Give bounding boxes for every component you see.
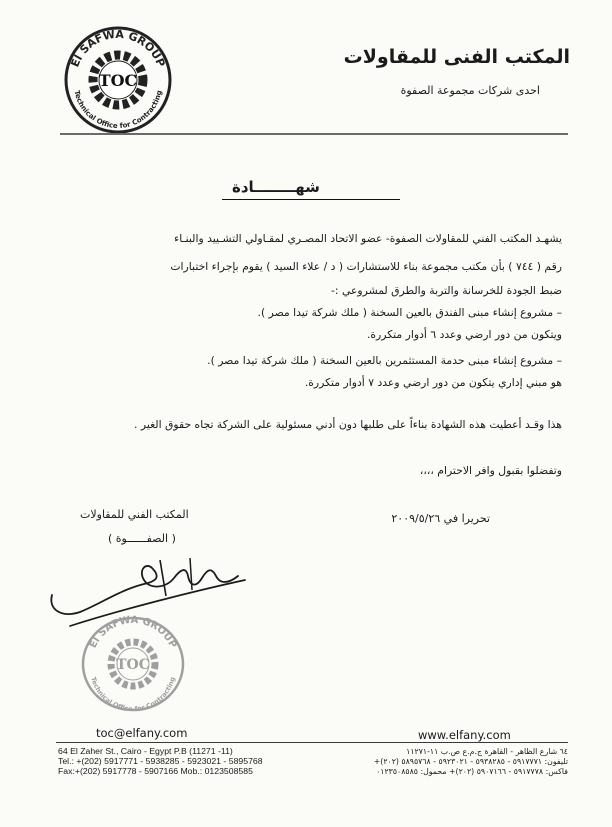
body-line: ضبط الجودة للخرسانة والتربة والطرق لمشروعي :- [330,284,562,297]
document-title: شهــــــــادة [232,178,320,196]
stamp-bottom-text: Technical Office for Contracting [89,675,177,712]
logo-top-text: El SAFWA GROUP [68,27,168,69]
logo-center-text: TOC [98,71,138,90]
logo-bottom-text: Technical Office for Contracting [72,89,164,131]
header-divider [60,133,568,135]
address-en-line: 64 El Zaher St., Cairo - Egypt P.B (11271 -11) [58,746,233,756]
signatory-office: المكتب الفني للمقاولات [80,508,189,521]
issue-date: تحريرا في ٢٠٠٩/٥/٢٦ [391,512,490,525]
company-subtitle: احدى شركات مجموعة الصفوة [400,84,540,97]
project-item: – مشروع إنشاء مبنى الفندق بالعين السخنة ( ملك شركة تيدا مصر ). [257,306,562,319]
stamp-center-text: TOC [116,657,150,673]
disclaimer-line: هذا وقـد أعطيت هذه الشهادة بناءاً على طلبها دون أدني مسئولية على الشركة تجاه حقوق الغير . [134,418,562,431]
project-detail: ويتكون من دور ارضي وعدد ٦ أدوار متكررة. [366,328,562,341]
fax-ar-line: فاكس: ٥٩١٧٧٧٨ - ٥٩٠٧١٦٦ (٢٠٢)+ محمول: ٠١٢٣٥٠٨٥٨٥ [376,767,568,776]
address-ar-line: ٦٤ شارع الظاهر - القاهرة ج.م.ع ص.ب ١١-١١٢٧١ [406,747,568,756]
company-name: المكتب الفنى للمقاولات [343,46,570,68]
project-detail: هو مبني إداري يتكون من دور ارضي وعدد ٧ أدوار متكررة. [304,376,562,389]
website-link[interactable]: www.elfany.com [418,728,511,742]
body-line: يشهـد المكتب الفني للمقاولات الصفوة- عضو الاتحاد المصـري لمقـاولي التشـييد والبنـاء [174,232,562,245]
signatory-name: ( الصفــــــوة ) [108,532,176,545]
closing-line: وتفضلوا بقبول وافر الاحترام ،،،، [419,464,562,477]
phone-en-line: Tel.: +(202) 5917771 - 5938285 - 5923021 - 5895768 [58,756,263,766]
toc-logo-icon [62,24,174,136]
body-line: رقم ( ٧٤٤ ) بأن مكتب مجموعة بناء للاستشارات ( د / علاء السيد ) يقوم بإجراء اختبارات [170,260,562,273]
email-link[interactable]: toc@elfany.com [96,726,188,740]
company-stamp-icon [78,612,188,712]
footer-divider [56,742,568,743]
phone-ar-line: تليفون: ٥٩١٧٧٧١ - ٥٩٣٨٢٨٥ - ٥٩٢٣٠٢١ - ٥٨٩٥٧٦٨ (٢٠٢)+ [373,757,568,766]
stamp-top-text: El SAFWA GROUP [87,614,179,651]
title-underline [222,199,400,200]
fax-en-line: Fax:+(202) 5917778 - 5907166 Mob.: 0123508585 [58,766,253,776]
project-item: – مشروع إنشاء مبنى حدمة المستثمرين بالعين السخنة ( ملك شركة تيدا مصر ). [207,354,562,367]
